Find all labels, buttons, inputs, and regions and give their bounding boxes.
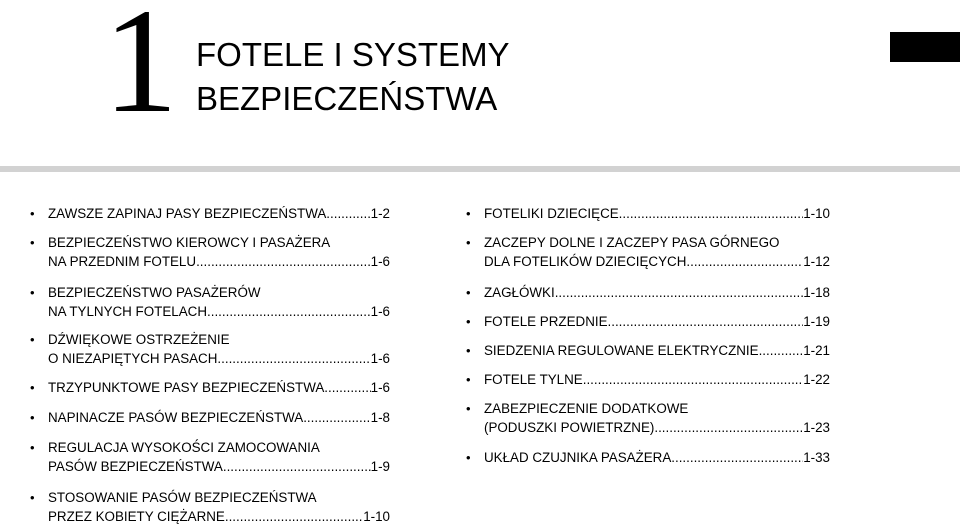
- bullet-icon: •: [466, 235, 471, 250]
- toc-leader-dots: [555, 283, 804, 302]
- toc-page-number: 1-19: [803, 314, 830, 329]
- toc-entry-line: [48, 408, 390, 427]
- toc-entry-title: ZAWSZE ZAPINAJ PASY BEZPIECZEŃSTWA: [48, 206, 327, 221]
- toc-page-number: 1-33: [803, 450, 830, 465]
- bullet-icon: •: [30, 285, 35, 300]
- toc-page-number: 1-8: [370, 410, 390, 425]
- bullet-icon: •: [466, 401, 471, 416]
- toc-page-number: 1-6: [370, 351, 390, 366]
- toc-entry[interactable]: [466, 312, 830, 331]
- toc-entry-title: NA PRZEDNIM FOTELU: [48, 254, 197, 269]
- toc-entry[interactable]: [466, 204, 830, 223]
- toc-entry-title: FOTELE TYLNE: [484, 372, 583, 387]
- toc-leader-dots: [303, 408, 370, 427]
- toc-entry-line: [484, 341, 830, 360]
- toc-page-number: 1-23: [803, 420, 830, 435]
- toc-entry-line: [484, 312, 830, 331]
- chapter-title-line-2: BEZPIECZEŃSTWA: [196, 80, 498, 117]
- chapter-number: 1: [103, 0, 174, 144]
- toc-entry[interactable]: [466, 448, 830, 467]
- toc-entry-title: TRZYPUNKTOWE PASY BEZPIECZEŃSTWA: [48, 380, 325, 395]
- chapter-title: [196, 33, 510, 121]
- bullet-icon: •: [30, 410, 35, 425]
- toc-entry-title: ZABEZPIECZENIE DODATKOWE: [484, 401, 689, 416]
- toc-leader-dots: [654, 418, 803, 437]
- toc-entry-line: [484, 233, 830, 252]
- toc-entry-line: [484, 399, 830, 418]
- toc-entry-line: [484, 283, 830, 302]
- toc-page-number: 1-6: [370, 380, 390, 395]
- bullet-icon: •: [466, 314, 471, 329]
- toc-entry-title: (PODUSZKI POWIETRZNE): [484, 420, 655, 435]
- toc-entry-line: [48, 204, 390, 223]
- bullet-icon: •: [466, 450, 471, 465]
- toc-page-number: 1-12: [803, 254, 830, 269]
- toc-entry-title: REGULACJA WYSOKOŚCI ZAMOCOWANIA: [48, 440, 320, 455]
- chapter-tab: [890, 32, 960, 62]
- toc-entry[interactable]: [466, 341, 830, 360]
- toc-entry-line: [48, 488, 390, 507]
- toc-entry-line: [484, 418, 830, 437]
- bullet-icon: •: [466, 206, 471, 221]
- toc-leader-dots: [225, 507, 363, 526]
- toc-entry-title: FOTELIKI DZIECIĘCE: [484, 206, 619, 221]
- bullet-icon: •: [30, 440, 35, 455]
- toc-page-number: 1-6: [370, 304, 390, 319]
- toc-entry[interactable]: [30, 330, 390, 368]
- toc-page-number: 1-6: [370, 254, 390, 269]
- bullet-icon: •: [466, 372, 471, 387]
- toc-entry[interactable]: [30, 408, 390, 427]
- toc-leader-dots: [686, 252, 803, 271]
- toc-entry-line: [48, 507, 390, 526]
- toc-page-number: 1-10: [803, 206, 830, 221]
- chapter-title-line-1: FOTELE I SYSTEMY: [196, 36, 510, 73]
- toc-entry-line: [48, 378, 390, 397]
- toc-entry-line: [484, 448, 830, 467]
- toc-leader-dots: [217, 349, 370, 368]
- toc-entry[interactable]: [30, 283, 390, 321]
- toc-entry-line: [48, 252, 390, 271]
- bullet-icon: •: [30, 235, 35, 250]
- toc-entry[interactable]: [466, 233, 830, 271]
- toc-entry-title: ZACZEPY DOLNE I ZACZEPY PASA GÓRNEGO: [484, 235, 780, 250]
- toc-entry[interactable]: [30, 488, 390, 526]
- toc-entry[interactable]: [30, 233, 390, 271]
- toc-entry-line: [48, 330, 390, 349]
- toc-entry[interactable]: [466, 399, 830, 437]
- toc-leader-dots: [223, 457, 371, 476]
- toc-entry-title: SIEDZENIA REGULOWANE ELEKTRYCZNIE: [484, 343, 759, 358]
- toc-entry-line: [48, 233, 390, 252]
- toc-page-number: 1-9: [370, 459, 390, 474]
- toc-entry-title: DLA FOTELIKÓW DZIECIĘCYCH: [484, 254, 687, 269]
- toc-entry-line: [48, 283, 390, 302]
- toc-leader-dots: [583, 370, 803, 389]
- toc-entry[interactable]: [466, 283, 830, 302]
- toc-entry-line: [484, 252, 830, 271]
- bullet-icon: •: [30, 206, 35, 221]
- toc-entry-title: FOTELE PRZEDNIE: [484, 314, 608, 329]
- toc-entry-title: NAPINACZE PASÓW BEZPIECZEŃSTWA: [48, 410, 304, 425]
- toc-leader-dots: [196, 252, 371, 271]
- toc-entry-title: DŹWIĘKOWE OSTRZEŻENIE: [48, 332, 230, 347]
- toc-entry-title: NA TYLNYCH FOTELACH: [48, 304, 207, 319]
- toc-leader-dots: [619, 204, 804, 223]
- toc-entry-line: [48, 457, 390, 476]
- toc-entry[interactable]: [466, 370, 830, 389]
- toc-page-number: 1-2: [370, 206, 390, 221]
- toc-page-number: 1-21: [803, 343, 830, 358]
- toc-entry[interactable]: [30, 378, 390, 397]
- bullet-icon: •: [30, 380, 35, 395]
- toc-entry-title: BEZPIECZEŃSTWO KIEROWCY I PASAŻERA: [48, 235, 331, 250]
- toc-leader-dots: [759, 341, 804, 360]
- toc-entry-title: O NIEZAPIĘTYCH PASACH: [48, 351, 218, 366]
- toc-leader-dots: [207, 302, 371, 321]
- toc-entry-title: PRZEZ KOBIETY CIĘŻARNE: [48, 509, 225, 524]
- toc-entry-line: [484, 204, 830, 223]
- toc-entry-title: PASÓW BEZPIECZEŃSTWA: [48, 459, 223, 474]
- bullet-icon: •: [466, 343, 471, 358]
- bullet-icon: •: [466, 285, 471, 300]
- toc-leader-dots: [608, 312, 804, 331]
- toc-entry-title: UKŁAD CZUJNIKA PASAŻERA: [484, 450, 672, 465]
- toc-entry[interactable]: [30, 438, 390, 476]
- bullet-icon: •: [30, 332, 35, 347]
- toc-entry-title: ZAGŁÓWKI: [484, 285, 555, 300]
- toc-entry-line: [48, 349, 390, 368]
- toc-entry-line: [48, 438, 390, 457]
- bullet-icon: •: [30, 490, 35, 505]
- toc-entry-title: BEZPIECZEŃSTWO PASAŻERÓW: [48, 285, 261, 300]
- toc-page-number: 1-22: [803, 372, 830, 387]
- header-rule: [0, 166, 960, 172]
- toc-entry[interactable]: [30, 204, 390, 223]
- toc-entry-line: [48, 302, 390, 321]
- toc-page-number: 1-18: [803, 285, 830, 300]
- toc-entry-line: [484, 370, 830, 389]
- toc-leader-dots: [326, 204, 370, 223]
- toc-leader-dots: [324, 378, 370, 397]
- toc-entry-title: STOSOWANIE PASÓW BEZPIECZEŃSTWA: [48, 490, 317, 505]
- toc-leader-dots: [671, 448, 803, 467]
- toc-page-number: 1-10: [363, 509, 390, 524]
